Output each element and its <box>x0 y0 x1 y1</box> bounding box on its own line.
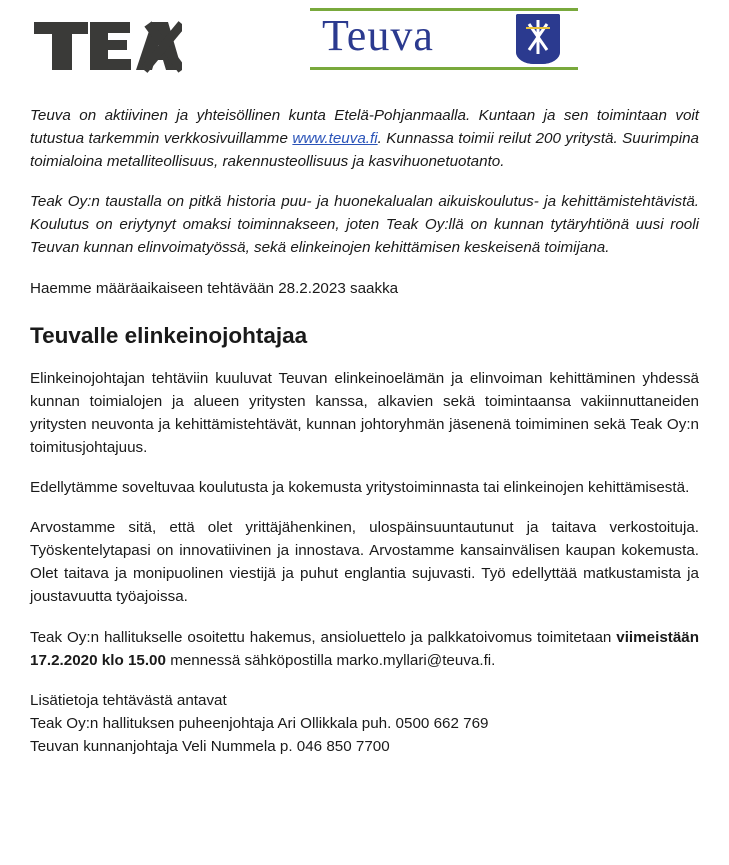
duties-paragraph: Elinkeinojohtajan tehtäviin kuuluvat Teuvan elinkeinoelämän ja elinvoiman kehittäminen yhdessä kunnan toimialojen ja alueen yritysten kanssa, alkavien sekä toimintaansa vakiinnuttaneiden yritysten neuvonta ja kehittämistehtävät, kunnan johtoryhmän jäsenenä toimiminen sekä Teak Oy:n toimitusjohtajuus. <box>30 369 699 456</box>
appreciation-paragraph: Arvostamme sitä, että olet yrittäjähenkinen, ulospäinsuuntautunut ja taitava verkostoituja. Työskentelytapasi on innovatiivinen ja innostava. Arvostamme kansainvälisen kaupan kokemusta. Olet taitava ja monipuolinen viestijä ja puhut englantia sujuvasti. Työ edellyttää matkustamista ja joustavuutta työajoissa. <box>30 519 699 606</box>
application-deadline-bold: viimeistään 17.2.2020 klo 15.00 <box>30 628 699 669</box>
teak-logo <box>32 18 182 74</box>
deadline-line: Haemme määräaikaiseen tehtävään 28.2.2023 saakka <box>30 279 399 297</box>
contact-line-1: Teak Oy:n hallituksen puheenjohtaja Ari Ollikkala puh. 0500 662 769 <box>30 714 489 732</box>
teak-history-paragraph: Teak Oy:n taustalla on pitkä historia puu- ja huonekalualan aikuiskoulutus- ja kehittämistehtävistä. Koulutus on eriytynyt omaksi toiminnakseen, joten Teak Oy:llä on kunnan tytäryhtiönä uusi rooli Teuvan kunnan elinvoimatyössä, sekä elinkeinojen kehittämisen keskeisenä toimijana. <box>30 193 699 257</box>
contact-block <box>30 689 699 758</box>
intro-paragraph <box>30 104 699 173</box>
document-header <box>28 0 701 100</box>
application-text-part2: mennessä sähköpostilla marko.myllari@teuva.fi. <box>165 651 496 669</box>
teuva-logo-line-bottom <box>310 67 578 70</box>
contact-heading: Lisätietoja tehtävästä antavat <box>30 691 227 709</box>
application-paragraph <box>30 626 699 672</box>
contact-line-2: Teuvan kunnanjohtaja Veli Nummela p. 046 850 7700 <box>30 737 390 755</box>
page-title: Teuvalle elinkeinojohtajaa <box>30 322 308 348</box>
application-text-part1: Teak Oy:n hallitukselle osoitettu hakemus, ansioluettelo ja palkkatoivomus toimitetaan <box>30 628 617 646</box>
intro-text-part2: . Kunnassa toimii reilut 200 yritystä. Suurimpina toimialoina metalliteollisuus, rakennusteollisuus ja kasvihuonetuotanto. <box>30 130 699 171</box>
document-body <box>28 100 701 758</box>
teuva-website-link[interactable]: www.teuva.fi <box>292 130 378 148</box>
requirements-paragraph: Edellytämme soveltuvaa koulutusta ja kokemusta yritystoiminnasta tai elinkeinojen kehittämisestä. <box>30 479 690 497</box>
teuva-wordmark: Teuva <box>322 11 434 60</box>
teuva-logo <box>310 8 578 78</box>
teuva-coat-of-arms-icon <box>516 14 560 64</box>
intro-text-part1: Teuva on aktiivinen ja yhteisöllinen kunta Etelä-Pohjanmaalla. Kuntaan ja sen toimintaan voit tutustua tarkemmin verkkosivuillamme <box>30 107 699 148</box>
